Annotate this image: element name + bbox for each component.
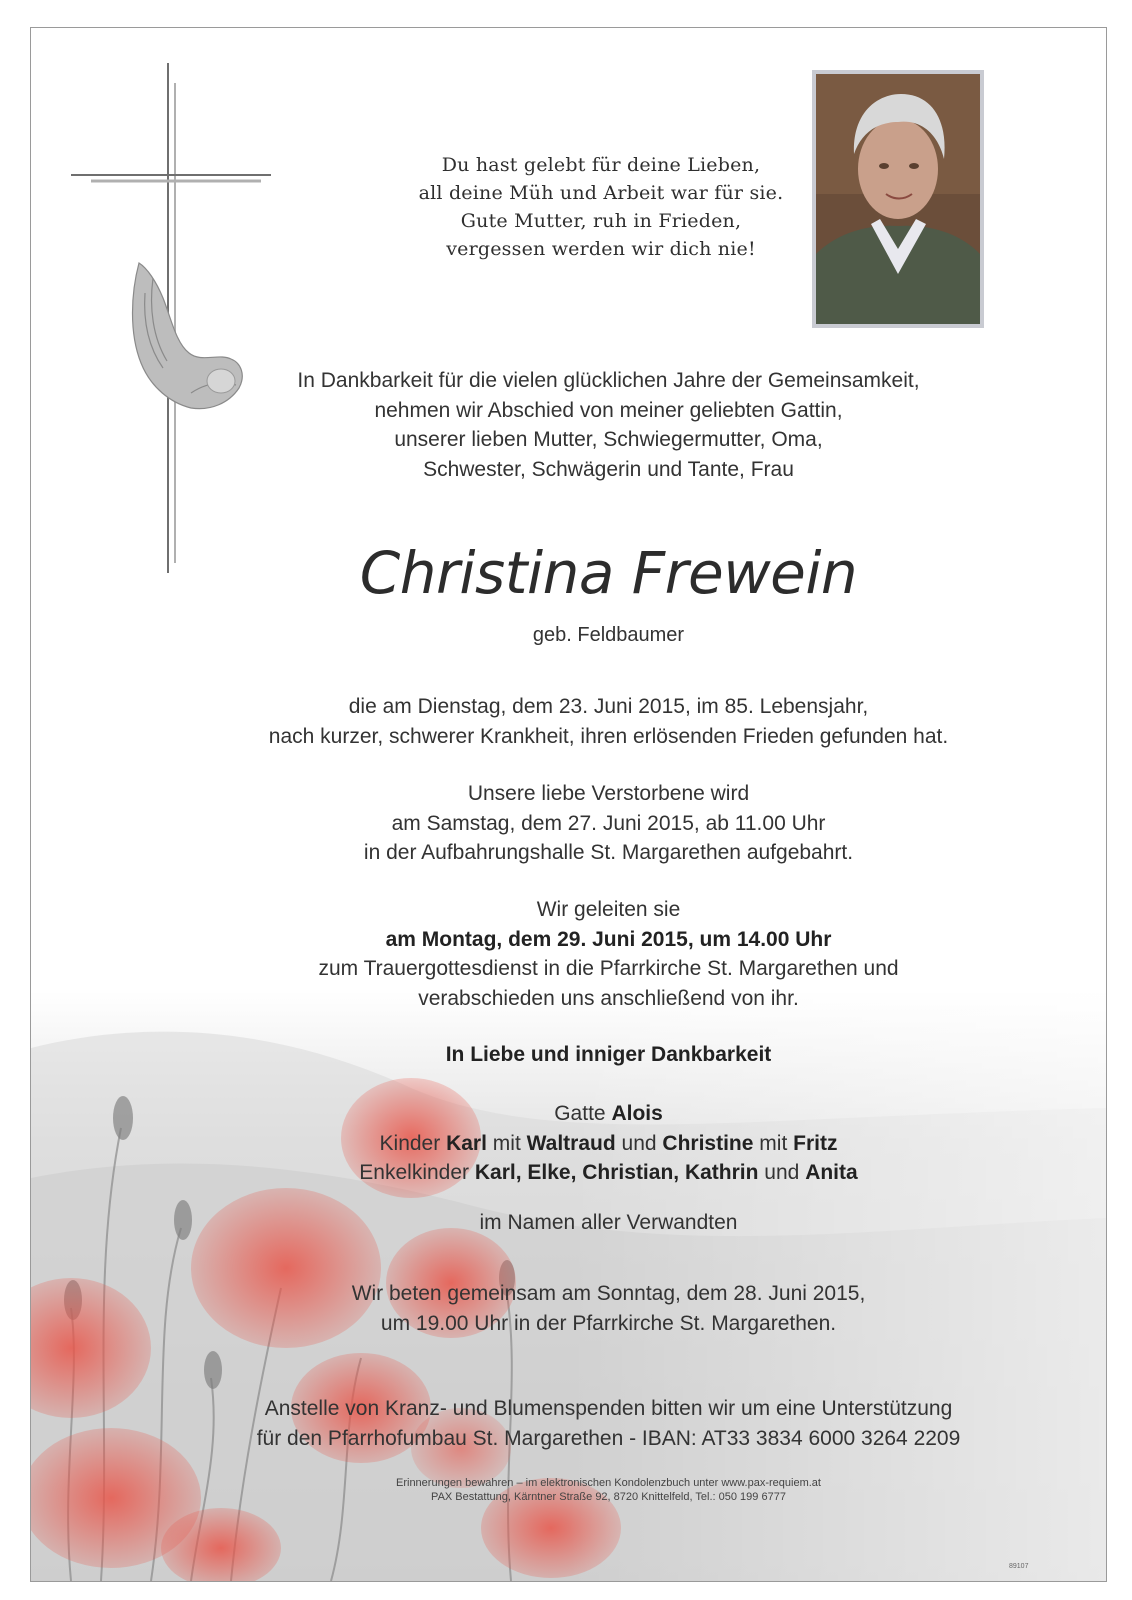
verse-line: Gute Mutter, ruh in Frieden,	[460, 210, 742, 232]
grandchildren-names: Karl, Elke, Christian, Kathrin	[474, 1161, 759, 1184]
viewing-line: Unsere liebe Verstorbene wird	[467, 782, 750, 805]
grandchildren-label: Enkelkinder	[359, 1161, 470, 1184]
deceased-name: Christina Frewein	[359, 539, 858, 607]
connector-text: mit	[492, 1131, 521, 1155]
children-label: Kinder	[379, 1131, 441, 1155]
prayer-line: um 19.00 Uhr in der Pfarrkirche St. Margarethen.	[380, 1311, 837, 1335]
funeral-line: Wir geleiten sie	[536, 898, 681, 921]
footer	[71, 1476, 1107, 1504]
child-name: Karl	[446, 1131, 487, 1155]
connector-text: mit	[759, 1131, 788, 1155]
intro-line: Schwester, Schwägerin und Tante, Frau	[423, 457, 794, 481]
funeral-line: zum Trauergottesdienst in die Pfarrkirche St. Margarethen und	[318, 957, 899, 980]
obituary-card	[30, 27, 1107, 1582]
spouse-label: Gatte	[554, 1102, 606, 1125]
death-notice-line: nach kurzer, schwerer Krankheit, ihren erlösenden Frieden gefunden hat.	[268, 724, 949, 748]
connector-text: und	[764, 1161, 800, 1184]
prayer-line: Wir beten gemeinsam am Sonntag, dem 28. Juni 2015,	[351, 1282, 866, 1305]
funeral-info	[71, 895, 1107, 1013]
intro-line: nehmen wir Abschied von meiner geliebten Gattin,	[374, 398, 843, 422]
intro-line: In Dankbarkeit für die vielen glücklichen Jahre der Gemeinsamkeit,	[297, 369, 920, 392]
viewing-line: am Samstag, dem 27. Juni 2015, ab 11.00 Uhr	[391, 811, 826, 835]
intro-paragraph	[71, 366, 1107, 484]
intro-line: unserer lieben Mutter, Schwiegermutter, Oma,	[394, 428, 823, 451]
print-code: 89107	[1009, 1563, 1029, 1570]
mourners-list	[71, 1099, 1107, 1188]
donation-request	[71, 1394, 1107, 1453]
funeral-line: verabschieden uns anschließend von ihr.	[418, 986, 799, 1010]
verse-line: Du hast gelebt für deine Lieben,	[441, 154, 761, 176]
viewing-line: in der Aufbahrungshalle St. Margarethen aufgebahrt.	[363, 841, 854, 864]
family-line: im Namen aller Verwandten	[479, 1211, 738, 1234]
footer-line: Erinnerungen bewahren – im elektronischen Kondolenzbuch unter www.pax-requiem.at	[396, 1477, 821, 1489]
cross-with-praying-hands-icon	[71, 63, 301, 623]
partner-name: Waltraud	[526, 1131, 616, 1155]
connector-text: und	[621, 1131, 657, 1155]
spouse-line	[71, 1099, 1107, 1129]
closing-line: In Liebe und inniger Dankbarkeit	[445, 1043, 772, 1066]
death-notice	[71, 692, 1107, 751]
prayer-info	[71, 1279, 1107, 1338]
grandchild-name: Anita	[805, 1161, 858, 1184]
donation-line: für den Pfarrhofumbau St. Margarethen - IBAN: AT33 3834 6000 3264 2209	[256, 1426, 961, 1450]
partner-name: Fritz	[793, 1131, 838, 1155]
footer-line: PAX Bestattung, Kärntner Straße 92, 8720 Knittelfeld, Tel.: 050 199 6777	[431, 1491, 786, 1503]
spouse-name: Alois	[611, 1102, 663, 1125]
grandchildren-line	[71, 1158, 1107, 1188]
viewing-info	[71, 779, 1107, 868]
memorial-verse	[361, 151, 841, 263]
funeral-date: am Montag, dem 29. Juni 2015, um 14.00 Uhr	[385, 927, 832, 951]
child-name: Christine	[662, 1131, 754, 1155]
verse-line: vergessen werden wir dich nie!	[446, 238, 756, 260]
death-notice-line: die am Dienstag, dem 23. Juni 2015, im 85. Lebensjahr,	[348, 695, 869, 718]
verse-line: all deine Müh und Arbeit war für sie.	[418, 182, 784, 204]
donation-line: Anstelle von Kranz- und Blumenspenden bitten wir um eine Unterstützung	[264, 1397, 953, 1420]
birth-name: geb. Feldbaumer	[532, 624, 685, 646]
children-line	[71, 1129, 1107, 1159]
